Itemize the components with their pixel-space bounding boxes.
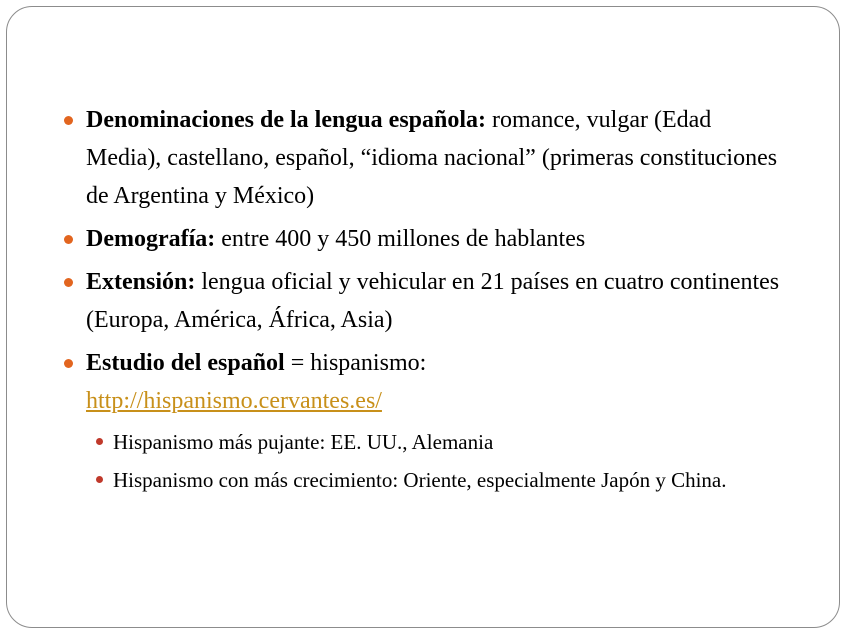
bullet-text: entre 400 y 450 millones de hablantes xyxy=(215,226,586,252)
bullet-heading: Estudio del español xyxy=(86,350,285,376)
sub-bullet-text: Hispanismo con más crecimiento: Oriente, especialmente Japón y China. xyxy=(113,468,727,492)
sub-bullet-dot-icon xyxy=(96,476,103,483)
bullet-dot-icon xyxy=(64,278,73,287)
bullet-text: lengua oficial y vehicular en 21 países en cuatro continentes (Europa, América, África, Asia) xyxy=(86,269,780,333)
bullet-text: = hispanismo: xyxy=(284,350,427,376)
bullet-estudio xyxy=(62,344,792,420)
sub-bullet-text: Hispanismo más pujante: EE. UU., Alemania xyxy=(113,430,494,454)
bullet-heading: Denominaciones de la lengua española: xyxy=(86,107,487,133)
bullet-denominaciones xyxy=(62,101,792,215)
bullet-dot-icon xyxy=(64,116,73,125)
hispanismo-link[interactable]: http://hispanismo.cervantes.es/ xyxy=(86,388,382,414)
sub-bullet-pujante xyxy=(62,425,792,459)
sub-bullet-crecimiento xyxy=(62,463,792,497)
bullet-heading: Demografía: xyxy=(86,226,216,252)
bullet-text: romance, vulgar (Edad Media), castellano, español, “idioma nacional” (primeras constituciones de Argentina y México) xyxy=(86,107,778,209)
slide-frame xyxy=(6,6,840,628)
bullet-heading: Extensión: xyxy=(86,269,196,295)
bullet-extension xyxy=(62,263,792,339)
sub-bullet-dot-icon xyxy=(96,438,103,445)
bullet-dot-icon xyxy=(64,359,73,368)
bullet-demografia xyxy=(62,220,792,258)
bullet-list xyxy=(62,101,792,501)
bullet-dot-icon xyxy=(64,235,73,244)
